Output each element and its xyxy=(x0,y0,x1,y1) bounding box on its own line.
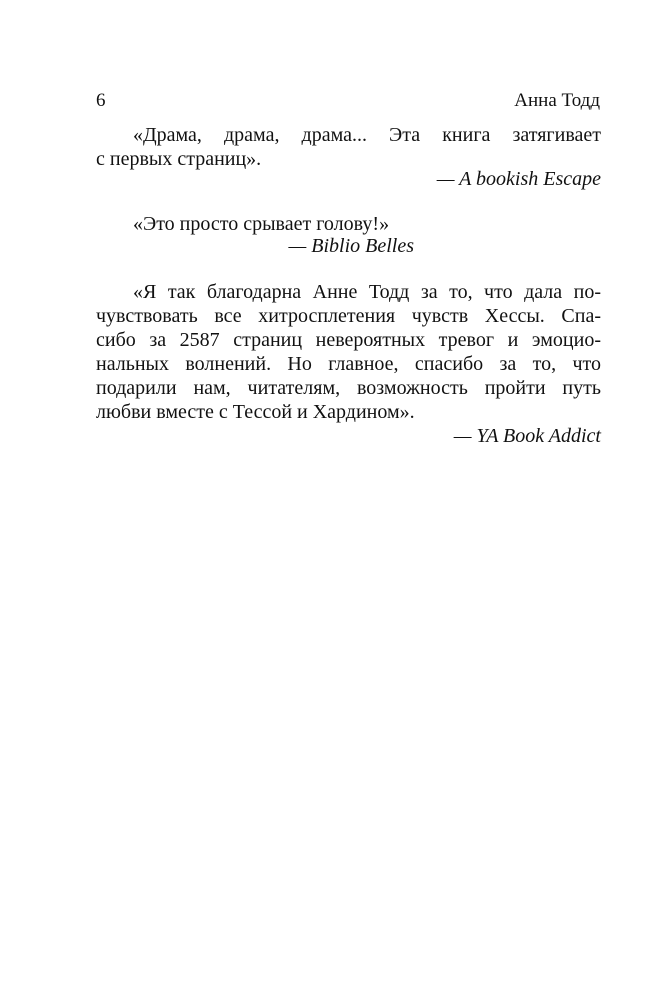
quote-2-line-1: «Это просто срывает голову!» xyxy=(133,213,390,235)
running-header-author: Анна Тодд xyxy=(514,90,600,111)
quote-3-line-3: сибо за 2587 страниц невероятных тревог и эмоцио- xyxy=(96,329,601,351)
quote-1-line-1: «Драма, драма, драма... Эта книга затягивает xyxy=(133,124,601,146)
quote-1-attribution: — A bookish Escape xyxy=(436,168,601,190)
quote-3-attribution: — YA Book Addict xyxy=(453,425,601,447)
quote-1-line-2: с первых страниц». xyxy=(96,148,262,170)
page-number: 6 xyxy=(96,90,106,111)
quote-3-line-1: «Я так благодарна Анне Тодд за то, что дала по- xyxy=(133,281,601,303)
quote-3-line-6: любви вместе с Тессой и Хардином». xyxy=(96,401,415,423)
quote-3-line-2: чувствовать все хитросплетения чувств Хессы. Спа- xyxy=(96,305,601,327)
quote-3-line-5: подарили нам, читателям, возможность пройти путь xyxy=(96,377,601,399)
quote-3-line-4: нальных волнений. Но главное, спасибо за то, что xyxy=(96,353,601,375)
quote-2-attribution: — Biblio Belles xyxy=(288,235,414,257)
